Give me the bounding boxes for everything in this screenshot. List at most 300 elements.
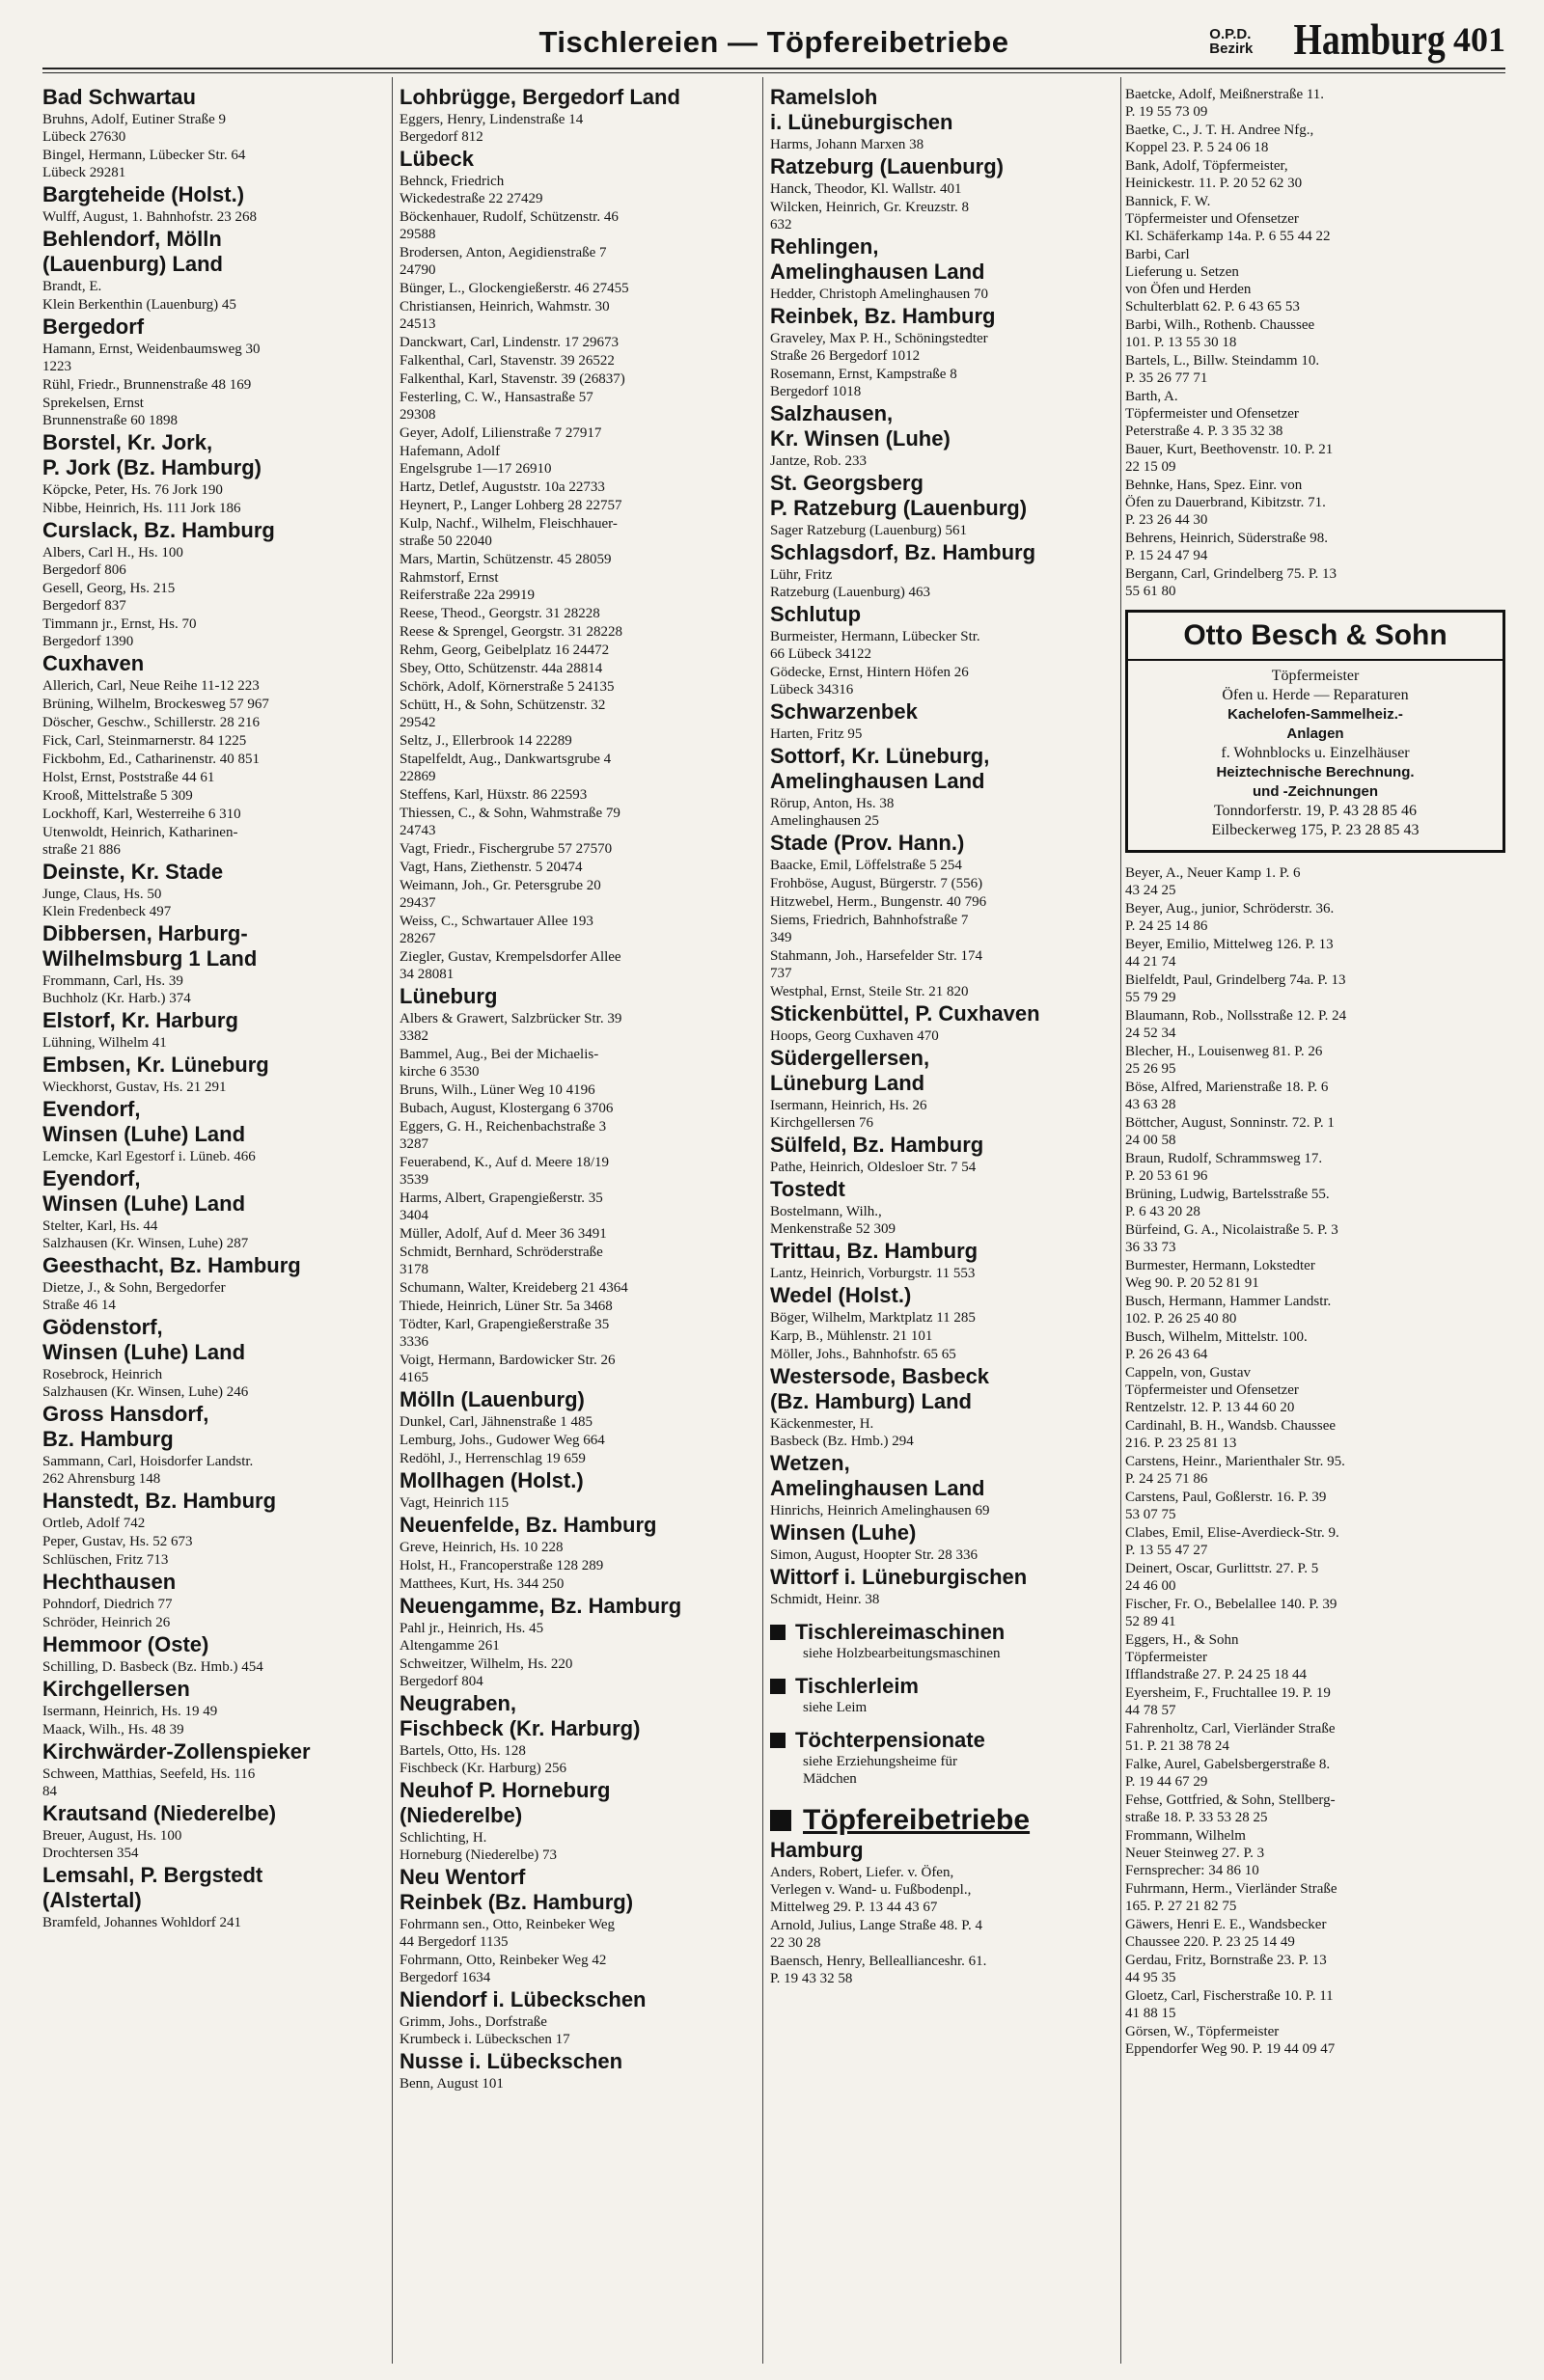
place-heading: Schlagsdorf, Bz. Hamburg <box>770 540 1036 564</box>
listing-entry: Matthees, Kurt, Hs. 344 250 <box>400 1576 565 1592</box>
listing-entry: Eyersheim, F., Fruchtallee 19. P. 19 44 78 57 <box>1125 1685 1331 1718</box>
ad-text: Öfen u. Herde — Reparaturen <box>1222 687 1409 703</box>
place-heading: Mölln (Lauenburg) <box>400 1387 585 1411</box>
listing-entry: Stelter, Karl, Hs. 44 Salzhausen (Kr. Winsen, Luhe) 287 <box>42 1218 249 1251</box>
listing-entry: Vagt, Hans, Ziethenstr. 5 20474 <box>400 860 583 875</box>
listing-entry: Bartels, L., Billw. Steindamm 10. P. 35 26 77 71 <box>1125 353 1320 386</box>
listing-entry: Klein Berkenthin (Lauenburg) 45 <box>42 297 236 313</box>
cross-reference-target: siehe Holzbearbeitungsmaschinen <box>803 1646 1001 1661</box>
place-block <box>400 1778 757 1864</box>
place-heading: Wittorf i. Lüneburgischen <box>770 1565 1028 1589</box>
place-heading: Curslack, Bz. Hamburg <box>42 518 275 542</box>
listing-entry: Böttcher, August, Sonninstr. 72. P. 1 24 00 58 <box>1125 1115 1335 1148</box>
listing-entry: Schween, Matthias, Seefeld, Hs. 116 84 <box>42 1766 256 1799</box>
listing-entry: Pohndorf, Diedrich 77 <box>42 1597 173 1612</box>
place-block <box>770 401 1116 470</box>
listing-entry: Rörup, Anton, Hs. 38 Amelinghausen 25 <box>770 796 895 829</box>
listing-entry: Timmann jr., Ernst, Hs. 70 Bergedorf 1390 <box>42 616 197 649</box>
listing-entry: Bartels, Otto, Hs. 128 Fischbeck (Kr. Harburg) 256 <box>400 1743 567 1776</box>
place-heading: Evendorf, Winsen (Luhe) Land <box>42 1097 246 1146</box>
place-block <box>770 304 1116 400</box>
listing-entry: Barth, A. Töpfermeister und Ofensetzer Peterstraße 4. P. 3 35 32 38 <box>1125 389 1299 439</box>
place-heading: Hemmoor (Oste) <box>42 1632 209 1656</box>
listing-entry: Blaumann, Rob., Nollsstraße 12. P. 24 24 52 34 <box>1125 1008 1347 1041</box>
cross-reference-title: Töchterpensionate <box>795 1728 985 1752</box>
listing-entry: Eggers, H., & Sohn Töpfermeister Ifflandstraße 27. P. 24 25 18 44 <box>1125 1632 1308 1682</box>
listing-entry: Brandt, E. <box>42 279 102 294</box>
cross-reference-target: siehe Leim <box>803 1700 868 1715</box>
place-heading: Nusse i. Lübeckschen <box>400 2049 623 2073</box>
ad-text: f. Wohnblocks u. Einzelhäuser <box>1221 745 1410 761</box>
place-heading: St. Georgsberg P. Ratzeburg (Lauenburg) <box>770 471 1028 520</box>
place-block <box>400 1691 757 1777</box>
listing-entry: Fohrmann sen., Otto, Reinbeker Weg 44 Bergedorf 1135 <box>400 1917 616 1950</box>
place-block <box>42 518 386 650</box>
place-block <box>400 1468 757 1512</box>
ad-address: Tonndorferstr. 19, P. 43 28 85 46 <box>1214 803 1417 819</box>
column-4 <box>1125 85 1505 2362</box>
ad-text: Töpfermeister <box>1271 668 1360 684</box>
listing-entry: Breuer, August, Hs. 100 Drochtersen 354 <box>42 1828 182 1861</box>
place-block <box>42 1053 386 1096</box>
listing-entry: Hedder, Christoph Amelinghausen 70 <box>770 287 989 302</box>
listing-entry: Hitzwebel, Herm., Bungenstr. 40 796 <box>770 894 987 910</box>
listing-entry: Schlüschen, Fritz 713 <box>42 1552 169 1568</box>
listing-entry: Böger, Wilhelm, Marktplatz 11 285 <box>770 1310 976 1326</box>
listing-entry: Schmidt, Heinr. 38 <box>770 1592 880 1607</box>
header-location <box>1209 14 1505 64</box>
place-block <box>42 430 386 517</box>
listing-entry: Sbey, Otto, Schützenstr. 44a 28814 <box>400 661 603 676</box>
column-2 <box>400 85 757 2362</box>
place-heading: Sottorf, Kr. Lüneburg, Amelinghausen Land <box>770 744 990 793</box>
place-heading: Geesthacht, Bz. Hamburg <box>42 1253 301 1277</box>
listing-entry: Hanck, Theodor, Kl. Wallstr. 401 <box>770 181 962 197</box>
listing-entry: Lemcke, Karl Egestorf i. Lüneb. 466 <box>42 1149 256 1164</box>
place-block <box>770 1565 1116 1608</box>
listing-entry: Bielfeldt, Paul, Grindelberg 74a. P. 13 55 79 29 <box>1125 972 1346 1005</box>
listing-entry: Busch, Hermann, Hammer Landstr. 102. P. 26 25 40 80 <box>1125 1294 1332 1327</box>
place-block <box>400 1387 757 1467</box>
place-heading: Ramelsloh i. Lüneburgischen <box>770 85 953 134</box>
listing-entry: Schütt, H., & Sohn, Schützenstr. 32 29542 <box>400 698 606 730</box>
listing-entry: Albers & Grawert, Salzbrücker Str. 39 3382 <box>400 1011 622 1044</box>
place-heading: Gödenstorf, Winsen (Luhe) Land <box>42 1315 246 1364</box>
place-heading: Rehlingen, Amelinghausen Land <box>770 234 985 284</box>
listing-entry: Baacke, Emil, Löffelstraße 5 254 <box>770 858 962 873</box>
listing-entry: Ziegler, Gustav, Krempelsdorfer Allee 34 28081 <box>400 949 621 982</box>
cross-reference-title: Tischlereimaschinen <box>795 1620 1006 1644</box>
listing-entry: Bauer, Kurt, Beethovenstr. 10. P. 21 22 15 09 <box>1125 442 1334 475</box>
section-title: Töpfereibetriebe <box>803 1804 1031 1836</box>
listing-entry: Möller, Johs., Bahnhofstr. 65 65 <box>770 1347 956 1362</box>
listing-entry: Hafemann, Adolf Engelsgrube 1—17 26910 <box>400 444 552 477</box>
listing-entry: Sammann, Carl, Hoisdorfer Landstr. 262 Ahrensburg 148 <box>42 1454 254 1487</box>
cross-reference <box>770 1620 1116 1645</box>
place-block <box>770 234 1116 303</box>
listing-entry: Bergann, Carl, Grindelberg 75. P. 13 55 61 80 <box>1125 566 1337 599</box>
listing-entry: Holst, Ernst, Poststraße 44 61 <box>42 770 215 785</box>
listing-entry: Thiessen, C., & Sohn, Wahmstraße 79 24743 <box>400 806 620 838</box>
place-block <box>42 1801 386 1862</box>
place-heading: Bargteheide (Holst.) <box>42 182 245 206</box>
listing-entry: Lemburg, Johs., Gudower Weg 664 <box>400 1433 605 1448</box>
place-heading: Westersode, Basbeck (Bz. Hamburg) Land <box>770 1364 990 1413</box>
listing-entry: Beyer, Aug., junior, Schröderstr. 36. P. 24 25 14 86 <box>1125 901 1335 934</box>
place-block <box>770 1283 1116 1363</box>
place-heading: Cuxhaven <box>42 651 145 675</box>
listing-entry: Bramfeld, Johannes Wohldorf 241 <box>42 1915 241 1930</box>
place-heading: Deinste, Kr. Stade <box>42 860 224 884</box>
listing-entry: Baetke, C., J. T. H. Andree Nfg., Koppel 23. P. 5 24 06 18 <box>1125 123 1314 155</box>
place-block <box>770 154 1116 233</box>
listing-entry: Fuhrmann, Herm., Vierländer Straße 165. P. 27 21 82 75 <box>1125 1881 1337 1914</box>
ad-text-bold: Heiztechnische Berechnung. und -Zeichnungen <box>1216 764 1415 800</box>
place-heading: Mollhagen (Holst.) <box>400 1468 584 1492</box>
bezirk-text: Bezirk <box>1209 41 1254 57</box>
listing-entry: Tödter, Karl, Grapengießerstraße 35 3336 <box>400 1317 610 1350</box>
listing-entry: Benn, August 101 <box>400 2076 504 2092</box>
city-name: Hamburg <box>1293 14 1446 64</box>
listing-entry: Baetcke, Adolf, Meißnerstraße 11. P. 19 55 73 09 <box>1125 87 1325 120</box>
column-divider <box>1120 77 1121 2364</box>
listing-entry: Schlichting, H. Horneburg (Niederelbe) 73 <box>400 1830 557 1863</box>
listing-entry: Greve, Heinrich, Hs. 10 228 <box>400 1540 564 1555</box>
place-heading: Eyendorf, Winsen (Luhe) Land <box>42 1166 246 1216</box>
place-block <box>770 699 1116 743</box>
listing-entry: Fehse, Gottfried, & Sohn, Stellberg- straße 18. P. 33 53 28 25 <box>1125 1792 1336 1825</box>
listing-entry: Nibbe, Heinrich, Hs. 111 Jork 186 <box>42 501 241 516</box>
place-heading: Schwarzenbek <box>770 699 918 724</box>
listing-entry: Heynert, P., Langer Lohberg 28 22757 <box>400 498 622 513</box>
place-heading: Stade (Prov. Hann.) <box>770 831 965 855</box>
listing-entry: Bruns, Wilh., Lüner Weg 10 4196 <box>400 1082 595 1098</box>
place-block <box>400 984 757 1386</box>
listing-entry: Behnck, Friedrich Wickedestraße 22 27429 <box>400 174 543 206</box>
listing-entry: Schmidt, Bernhard, Schröderstraße 3178 <box>400 1245 603 1277</box>
listing-entry: Schweitzer, Wilhelm, Hs. 220 Bergedorf 804 <box>400 1656 573 1689</box>
listing-entry: Burmeister, Hermann, Lübecker Str. 66 Lübeck 34122 <box>770 629 980 662</box>
column-divider <box>762 77 763 2364</box>
listing-entry: Eggers, Henry, Lindenstraße 14 Bergedorf 812 <box>400 112 584 145</box>
listing-entry: Frommann, Carl, Hs. 39 Buchholz (Kr. Harb.) 374 <box>42 973 191 1006</box>
listing-entry: Wilcken, Heinrich, Gr. Kreuzstr. 8 632 <box>770 200 970 233</box>
listing-entry: Barbi, Carl Lieferung u. Setzen von Öfen und Herden Schulterblatt 62. P. 6 43 65 53 <box>1125 247 1300 315</box>
listing-entry: Brüning, Ludwig, Bartelsstraße 55. P. 6 43 20 28 <box>1125 1187 1330 1219</box>
listing-entry: Eggers, G. H., Reichenbachstraße 3 3287 <box>400 1119 607 1152</box>
listing-entry: Dietze, J., & Sohn, Bergedorfer Straße 46 14 <box>42 1280 226 1313</box>
place-block <box>770 1520 1116 1564</box>
listing-entry: Karp, B., Mühlenstr. 21 101 <box>770 1328 933 1344</box>
place-block <box>770 1046 1116 1132</box>
listing-entry: Gödecke, Ernst, Hintern Höfen 26 Lübeck 34316 <box>770 665 969 698</box>
listing-entry: Bünger, L., Glockengießerstr. 46 27455 <box>400 281 629 296</box>
place-block <box>42 182 386 226</box>
place-heading: Lemsahl, P. Bergstedt (Alstertal) <box>42 1863 263 1912</box>
listing-entry: Rühl, Friedr., Brunnenstraße 48 169 <box>42 377 252 393</box>
listing-entry: Gesell, Georg, Hs. 215 Bergedorf 837 <box>42 581 176 614</box>
place-heading: Neuengamme, Bz. Hamburg <box>400 1594 682 1618</box>
listing-entry: Jantze, Rob. 233 <box>770 453 867 469</box>
place-heading: Hamburg <box>770 1838 864 1862</box>
listing-entry: Isermann, Heinrich, Hs. 19 49 <box>42 1704 218 1719</box>
place-block <box>42 1008 386 1052</box>
listing-entry: Beyer, A., Neuer Kamp 1. P. 6 43 24 25 <box>1125 865 1301 898</box>
place-block <box>770 1451 1116 1519</box>
listing-entry: Schilling, D. Basbeck (Bz. Hmb.) 454 <box>42 1659 263 1675</box>
listing-entry: Weiss, C., Schwartauer Allee 193 28267 <box>400 914 593 946</box>
listing-entry: Weimann, Joh., Gr. Petersgrube 20 29437 <box>400 878 601 911</box>
listing-entry: Carstens, Heinr., Marienthaler Str. 95. P. 24 25 71 86 <box>1125 1454 1345 1487</box>
place-heading: Wedel (Holst.) <box>770 1283 912 1307</box>
place-heading: Hanstedt, Bz. Hamburg <box>42 1489 277 1513</box>
listing-entry: Bürfeind, G. A., Nicolaistraße 5. P. 3 36 33 73 <box>1125 1222 1338 1255</box>
listing-entry: Siems, Friedrich, Bahnhofstraße 7 349 <box>770 913 969 945</box>
opd-label <box>1209 27 1253 62</box>
square-bullet-icon <box>770 1679 786 1694</box>
listing-entry: Frommann, Wilhelm Neuer Steinweg 27. P. 3 Fernsprecher: 34 86 10 <box>1125 1828 1265 1878</box>
listing-entry: Braun, Rudolf, Schrammsweg 17. P. 20 53 61 96 <box>1125 1151 1323 1184</box>
listing-entry: Anders, Robert, Liefer. v. Öfen, Verlegen v. Wand- u. Fußbodenpl., Mittelweg 29. P. 13 44 43 67 <box>770 1865 972 1915</box>
place-heading: Sülfeld, Bz. Hamburg <box>770 1133 984 1157</box>
place-heading: Neuenfelde, Bz. Hamburg <box>400 1513 657 1537</box>
listing-entry: Gäwers, Henri E. E., Wandsbecker Chaussee 220. P. 23 25 14 49 <box>1125 1917 1327 1950</box>
place-heading: Bergedorf <box>42 315 145 339</box>
listing-entry: Arnold, Julius, Lange Straße 48. P. 4 22 30 28 <box>770 1918 982 1951</box>
listing-entry: Cappeln, von, Gustav Töpfermeister und Ofensetzer Rentzelstr. 12. P. 13 44 60 20 <box>1125 1365 1299 1415</box>
listing-entry: Gloetz, Carl, Fischerstraße 10. P. 11 41 88 15 <box>1125 1988 1334 2021</box>
listing-entry: Gerdau, Fritz, Bornstraße 23. P. 13 44 95 35 <box>1125 1953 1327 1985</box>
listing-entry: Peper, Gustav, Hs. 52 673 <box>42 1534 193 1549</box>
place-heading: Hechthausen <box>42 1570 177 1594</box>
listing-entry: Junge, Claus, Hs. 50 Klein Fredenbeck 497 <box>42 887 172 919</box>
place-block <box>42 1570 386 1631</box>
place-heading: Südergellersen, Lüneburg Land <box>770 1046 930 1095</box>
place-heading: Neugraben, Fischbeck (Kr. Harburg) <box>400 1691 641 1740</box>
listing-entry: Pahl jr., Heinrich, Hs. 45 Altengamme 261 <box>400 1621 544 1654</box>
listing-entry: Görsen, W., Töpfermeister Eppendorfer Weg 90. P. 19 44 09 47 <box>1125 2024 1336 2057</box>
listing-entry: Rahmstorf, Ernst Reiferstraße 22a 29919 <box>400 570 535 603</box>
listing-entry: Vagt, Heinrich 115 <box>400 1495 510 1511</box>
place-heading: Lohbrügge, Bergedorf Land <box>400 85 680 109</box>
listing-entry: Brodersen, Anton, Aegidienstraße 7 24790 <box>400 245 607 278</box>
listing-entry: Sager Ratzeburg (Lauenburg) 561 <box>770 523 967 538</box>
listing-entry: Hartz, Detlef, Auguststr. 10a 22733 <box>400 479 605 495</box>
listing-entry: Mars, Martin, Schützenstr. 45 28059 <box>400 552 612 567</box>
place-block <box>42 651 386 859</box>
listing-entry: Holst, H., Francoperstraße 128 289 <box>400 1558 604 1573</box>
place-block <box>42 1402 386 1488</box>
place-heading: Gross Hansdorf, Bz. Hamburg <box>42 1402 209 1451</box>
listing-entry: Lockhoff, Karl, Westerreihe 6 310 <box>42 807 241 822</box>
place-block <box>400 147 757 983</box>
column-1 <box>42 85 386 2362</box>
listing-entry: Vagt, Friedr., Fischergrube 57 27570 <box>400 841 613 857</box>
listing-entry: Lühr, Fritz Ratzeburg (Lauenburg) 463 <box>770 567 931 600</box>
listing-entry: Harten, Fritz 95 <box>770 726 863 742</box>
listing-entry: Carstens, Paul, Goßlerstr. 16. P. 39 53 07 75 <box>1125 1490 1327 1522</box>
listing-entry: Voigt, Hermann, Bardowicker Str. 26 4165 <box>400 1353 616 1385</box>
listing-entry: Fohrmann, Otto, Reinbeker Weg 42 Bergedorf 1634 <box>400 1953 607 1985</box>
listing-entry: Stapelfeldt, Aug., Dankwartsgrube 4 22869 <box>400 752 612 784</box>
place-heading: Neu Wentorf Reinbek (Bz. Hamburg) <box>400 1865 634 1914</box>
listing-entry: Busch, Wilhelm, Mittelstr. 100. P. 26 26 43 64 <box>1125 1329 1308 1362</box>
place-block <box>770 1177 1116 1238</box>
listing-entry: Blecher, H., Louisenweg 81. P. 26 25 26 95 <box>1125 1044 1323 1077</box>
listing-entry: Deinert, Oscar, Gurlittstr. 27. P. 5 24 46 00 <box>1125 1561 1319 1594</box>
place-heading: Salzhausen, Kr. Winsen (Luhe) <box>770 401 951 451</box>
listing-entry: Harms, Albert, Grapengießerstr. 35 3404 <box>400 1190 603 1223</box>
listing-entry: Schumann, Walter, Kreideberg 21 4364 <box>400 1280 628 1296</box>
column-3 <box>770 85 1116 2362</box>
place-block <box>770 1364 1116 1450</box>
listing-entry: Brüning, Wilhelm, Brockesweg 57 967 <box>42 697 269 712</box>
opd-text: O.P.D. <box>1209 26 1252 42</box>
listing-entry: Schörk, Adolf, Körnerstraße 5 24135 <box>400 679 615 695</box>
listing-entry: Hinrichs, Heinrich Amelinghausen 69 <box>770 1503 990 1518</box>
place-heading: Stickenbüttel, P. Cuxhaven <box>770 1001 1040 1026</box>
listing-entry: Seltz, J., Ellerbrook 14 22289 <box>400 733 572 749</box>
listing-entry: Krooß, Mittelstraße 5 309 <box>42 788 193 804</box>
place-block <box>42 1632 386 1676</box>
place-heading: Kirchwärder-Zollenspieker <box>42 1739 311 1764</box>
place-heading: Dibbersen, Harburg- Wilhelmsburg 1 Land <box>42 921 258 971</box>
listing-entry: Reese, Theod., Georgstr. 31 28228 <box>400 606 600 621</box>
listing-entry: Isermann, Heinrich, Hs. 26 Kirchgellersen 76 <box>770 1098 927 1131</box>
listing-entry: Dunkel, Carl, Jähnenstraße 1 485 <box>400 1414 593 1430</box>
cross-reference <box>770 1674 1116 1699</box>
listing-entry: Beyer, Emilio, Mittelweg 126. P. 13 44 21 74 <box>1125 937 1334 970</box>
listing-entry: Graveley, Max P. H., Schöningstedter Straße 26 Bergedorf 1012 <box>770 331 988 364</box>
place-heading: Tostedt <box>770 1177 845 1201</box>
listing-entry: Danckwart, Carl, Lindenstr. 17 29673 <box>400 335 620 350</box>
listing-entry: Falkenthal, Carl, Stavenstr. 39 26522 <box>400 353 615 369</box>
place-block <box>42 860 386 920</box>
place-block <box>770 744 1116 830</box>
listing-entry: Sprekelsen, Ernst Brunnenstraße 60 1898 <box>42 396 178 428</box>
listing-entry: Fick, Carl, Steinmarnerstr. 84 1225 <box>42 733 247 749</box>
listing-entry: Bammel, Aug., Bei der Michaelis- kirche 6 3530 <box>400 1047 599 1080</box>
listing-entry: Lantz, Heinrich, Vorburgstr. 11 553 <box>770 1266 976 1281</box>
header-rule-thin <box>42 72 1505 73</box>
place-block <box>400 1865 757 1986</box>
listing-entry: Hoops, Georg Cuxhaven 470 <box>770 1028 939 1044</box>
listing-entry: Thiede, Heinrich, Lüner Str. 5a 3468 <box>400 1299 613 1314</box>
listing-entry: Wieckhorst, Gustav, Hs. 21 291 <box>42 1080 227 1095</box>
listing-entry: Pathe, Heinrich, Oldesloer Str. 7 54 <box>770 1160 977 1175</box>
ad-text-bold: Kachelofen-Sammelheiz.- Anlagen <box>1227 706 1403 742</box>
place-block <box>42 1315 386 1401</box>
column-divider <box>392 77 393 2364</box>
listing-entry: Reese & Sprengel, Georgstr. 31 28228 <box>400 624 622 640</box>
listing-entry: Bostelmann, Wilh., Menkenstraße 52 309 <box>770 1204 896 1237</box>
listing-entry: Bank, Adolf, Töpfermeister, Heinickestr. 11. P. 20 52 62 30 <box>1125 158 1303 191</box>
place-heading: Winsen (Luhe) <box>770 1520 917 1545</box>
listing-entry: Wulff, August, 1. Bahnhofstr. 23 268 <box>42 209 258 225</box>
listing-entry: Redöhl, J., Herrenschlag 19 659 <box>400 1451 586 1466</box>
cross-reference-target: siehe Erziehungsheime für Mädchen <box>803 1754 957 1787</box>
cross-reference-title: Tischlerleim <box>795 1674 919 1698</box>
place-block <box>42 1253 386 1314</box>
header-rule <box>42 68 1505 69</box>
listing-entry: Clabes, Emil, Elise-Averdieck-Str. 9. P. 13 55 47 27 <box>1125 1525 1339 1558</box>
place-heading: Wetzen, Amelinghausen Land <box>770 1451 985 1500</box>
square-bullet-icon <box>770 1625 786 1640</box>
place-block <box>770 540 1116 601</box>
place-block <box>400 2049 757 2093</box>
listing-entry: Fahrenholtz, Carl, Vierländer Straße 51. P. 21 38 78 24 <box>1125 1721 1336 1754</box>
place-block <box>42 1677 386 1738</box>
listing-entry: Simon, August, Hoopter Str. 28 336 <box>770 1547 979 1563</box>
place-heading: Ratzeburg (Lauenburg) <box>770 154 1004 178</box>
place-block <box>770 471 1116 539</box>
place-block <box>42 921 386 1007</box>
listing-entry: Bubach, August, Klostergang 6 3706 <box>400 1101 614 1116</box>
listing-entry: Westphal, Ernst, Steile Str. 21 820 <box>770 984 969 999</box>
listing-entry: Allerich, Carl, Neue Reihe 11-12 223 <box>42 678 260 694</box>
listing-entry: Feuerabend, K., Auf d. Meere 18/19 3539 <box>400 1155 610 1188</box>
section-heading <box>770 1803 1116 1838</box>
place-block <box>42 85 386 181</box>
listing-entry: Ortleb, Adolf 742 <box>42 1516 146 1531</box>
page-number: 401 <box>1453 20 1505 59</box>
place-block <box>770 1239 1116 1282</box>
listing-entry: Behnke, Hans, Spez. Einr. von Öfen zu Dauerbrand, Kibitzstr. 71. P. 23 26 44 30 <box>1125 478 1326 528</box>
listing-entry: Bingel, Hermann, Lübecker Str. 64 Lübeck 29281 <box>42 148 246 180</box>
listing-entry: Harms, Johann Marxen 38 <box>770 137 924 152</box>
place-block <box>770 831 1116 1000</box>
place-block <box>42 1863 386 1931</box>
place-heading: Behlendorf, Mölln (Lauenburg) Land <box>42 227 223 276</box>
place-block <box>770 1001 1116 1045</box>
listing-entry: Bruhns, Adolf, Eutiner Straße 9 Lübeck 27630 <box>42 112 226 145</box>
place-block <box>42 1166 386 1252</box>
listing-entry: Falke, Aurel, Gabelsbergerstraße 8. P. 19 44 67 29 <box>1125 1757 1331 1790</box>
place-block <box>42 227 386 314</box>
listing-entry: Hamann, Ernst, Weidenbaumsweg 30 1223 <box>42 342 261 374</box>
listing-entry: Burmester, Hermann, Lokstedter Weg 90. P. 20 52 81 91 <box>1125 1258 1315 1291</box>
place-heading: Neuhof P. Horneburg (Niederelbe) <box>400 1778 611 1827</box>
listing-entry: Käckenmester, H. Basbeck (Bz. Hmb.) 294 <box>770 1416 914 1449</box>
listing-entry: Frohböse, August, Bürgerstr. 7 (556) <box>770 876 983 891</box>
listing-entry: Cardinahl, B. H., Wandsb. Chaussee 216. P. 23 25 81 13 <box>1125 1418 1337 1451</box>
place-block <box>42 315 386 429</box>
place-block <box>770 85 1116 153</box>
listing-entry: Utenwoldt, Heinrich, Katharinen- straße 21 886 <box>42 825 238 858</box>
listing-entry: Fischer, Fr. O., Bebelallee 140. P. 39 52 89 41 <box>1125 1597 1337 1629</box>
cross-reference <box>770 1728 1116 1753</box>
listing-entry: Böckenhauer, Rudolf, Schützenstr. 46 29588 <box>400 209 619 242</box>
listing-entry: Behrens, Heinrich, Süderstraße 98. P. 15 24 47 94 <box>1125 531 1328 563</box>
place-block <box>400 1594 757 1690</box>
place-block <box>42 1489 386 1569</box>
listing-entry: Bannick, F. W. Töpfermeister und Ofensetzer Kl. Schäferkamp 14a. P. 6 55 44 22 <box>1125 194 1331 244</box>
listing-entry: Fickbohm, Ed., Catharinenstr. 40 851 <box>42 752 260 767</box>
place-block <box>400 1513 757 1593</box>
listing-entry: Rosebrock, Heinrich Salzhausen (Kr. Winsen, Luhe) 246 <box>42 1367 249 1400</box>
place-heading: Trittau, Bz. Hamburg <box>770 1239 979 1263</box>
place-heading: Embsen, Kr. Lüneburg <box>42 1053 269 1077</box>
place-block <box>42 1097 386 1165</box>
place-block <box>400 85 757 146</box>
listing-entry: Albers, Carl H., Hs. 100 Bergedorf 806 <box>42 545 183 578</box>
place-heading: Lüneburg <box>400 984 498 1008</box>
ad-address: Eilbeckerweg 175, P. 23 28 85 43 <box>1211 822 1420 838</box>
place-block <box>42 1739 386 1800</box>
ad-company-name: Otto Besch & Sohn <box>1128 618 1503 661</box>
listing-entry: Schröder, Heinrich 26 <box>42 1615 171 1630</box>
listing-entry: Döscher, Geschw., Schillerstr. 28 216 <box>42 715 261 730</box>
